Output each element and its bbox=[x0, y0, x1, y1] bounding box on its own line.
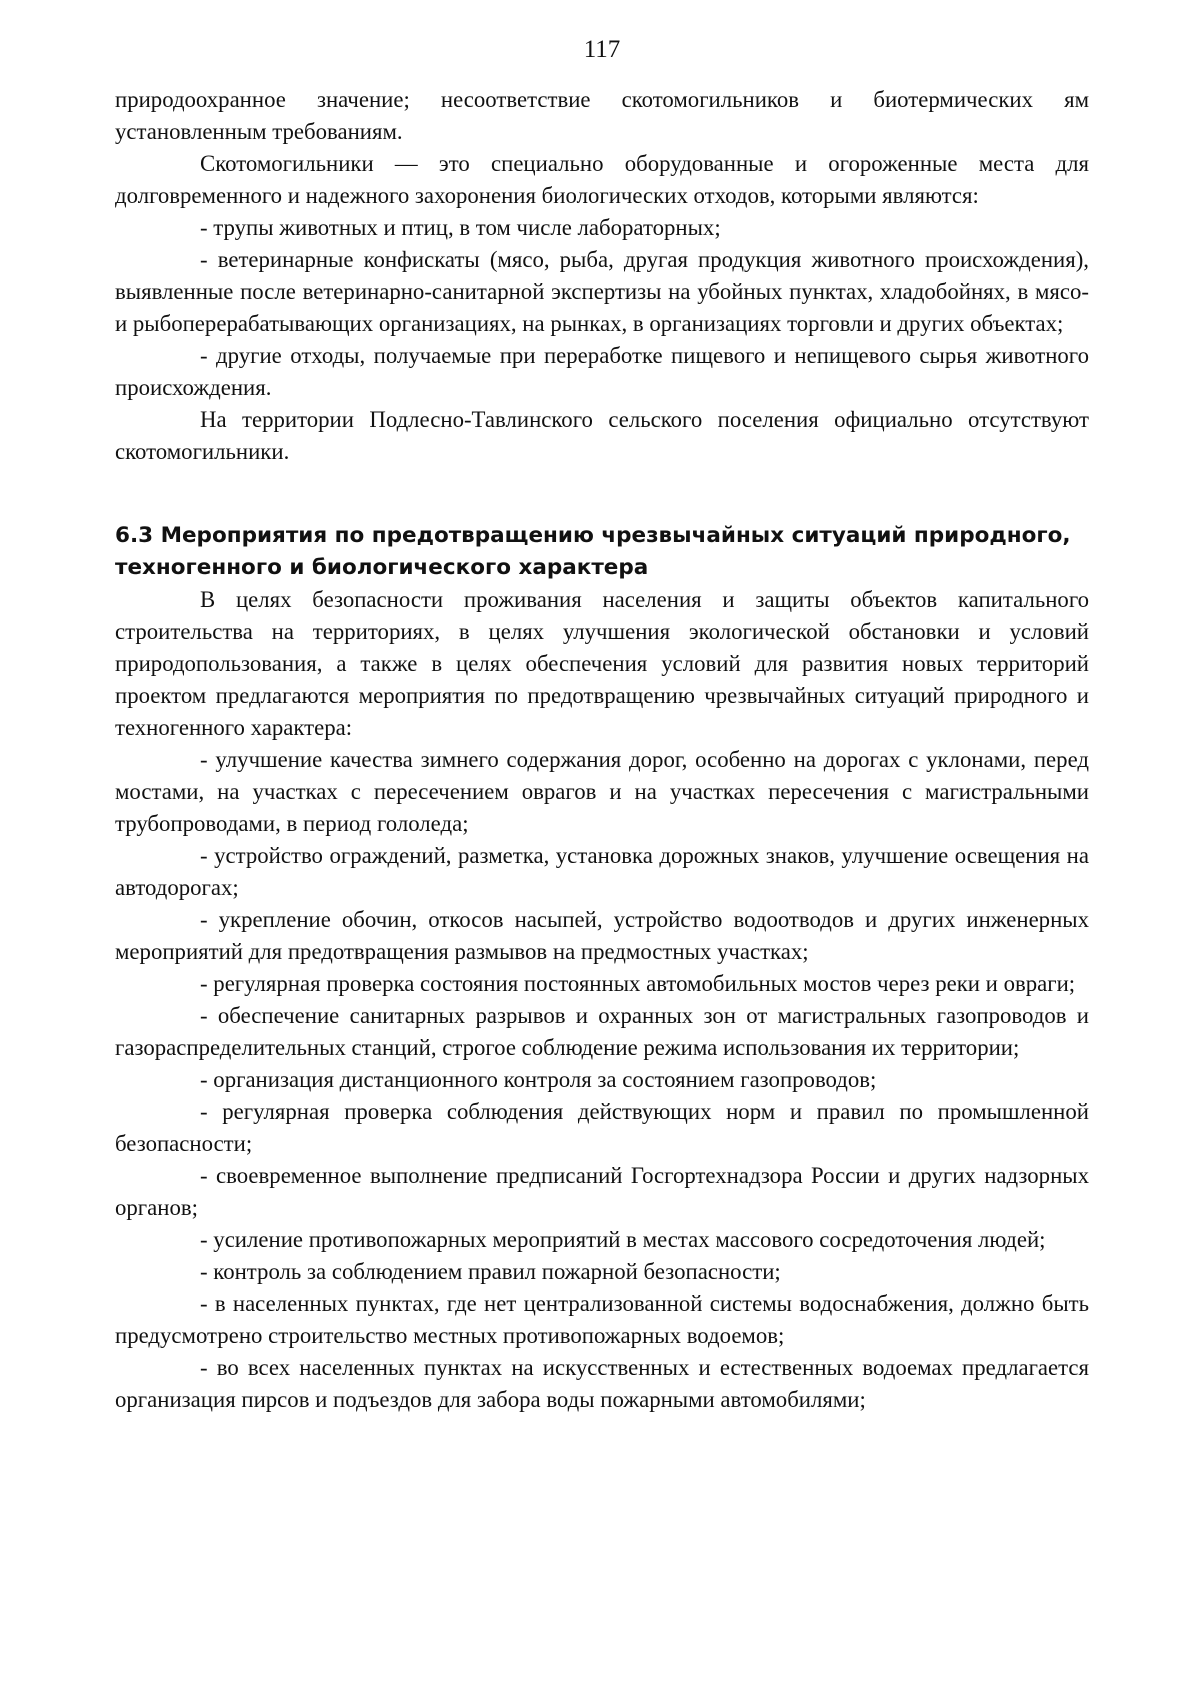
list-item: - устройство ограждений, разметка, установка дорожных знаков, улучшение освещения на автодорогах; bbox=[115, 843, 1089, 900]
list-item: - регулярная проверка состояния постоянных автомобильных мостов через реки и овраги; bbox=[200, 971, 1076, 996]
paragraph-continuation: природоохранное значение; несоответствие скотомогильников и биотермических ям установленным требованиям. bbox=[115, 87, 1089, 144]
list-item: - улучшение качества зимнего содержания дорог, особенно на дорогах с уклонами, перед мостами, на участках с пересечением оврагов и на участках пересечения с магистральными трубопроводами, в период гололеда; bbox=[115, 747, 1089, 836]
list-item: - контроль за соблюдением правил пожарной безопасности; bbox=[200, 1259, 781, 1284]
list-item: - в населенных пунктах, где нет централизованной системы водоснабжения, должно быть предусмотрено строительство местных противопожарных водоемов; bbox=[115, 1291, 1089, 1348]
list-item: - ветеринарные конфискаты (мясо, рыба, другая продукция животного происхождения), выявленные после ветеринарно-санитарной экспертизы на убойных пунктах, хладобойнях, в мясо- и рыбоперерабатывающих организациях, на рынках, в организациях торговли и других объектах; bbox=[115, 247, 1089, 336]
page-number: 117 bbox=[583, 36, 621, 63]
list-item: - организация дистанционного контроля за состоянием газопроводов; bbox=[200, 1067, 877, 1092]
document-page bbox=[115, 30, 1089, 1416]
list-item: - регулярная проверка соблюдения действующих норм и правил по промышленной безопасности; bbox=[115, 1099, 1089, 1156]
section-6-3 bbox=[115, 520, 1089, 1416]
list-item: - своевременное выполнение предписаний Госгортехнадзора России и других надзорных органов; bbox=[115, 1163, 1089, 1220]
paragraph-statement: На территории Подлесно-Тавлинского сельского поселения официально отсутствуют скотомогильники. bbox=[115, 407, 1089, 464]
section-intro: В целях безопасности проживания населения и защиты объектов капитального строительства на территориях, в целях улучшения экологической обстановки и условий природопользования, а также в целях обеспечения условий для развития новых территорий проектом предлагаются мероприятия по предотвращению чрезвычайных ситуаций природного и техногенного характера: bbox=[115, 587, 1089, 740]
list-item: - обеспечение санитарных разрывов и охранных зон от магистральных газопроводов и газораспределительных станций, строгое соблюдение режима использования их территории; bbox=[115, 1003, 1089, 1060]
paragraph-definition: Скотомогильники — это специально оборудованные и огороженные места для долговременного и надежного захоронения биологических отходов, которыми являются: bbox=[115, 151, 1089, 208]
intro-block bbox=[115, 84, 1089, 468]
list-item: - другие отходы, получаемые при переработке пищевого и непищевого сырья животного происхождения. bbox=[115, 343, 1089, 400]
list-item: - усиление противопожарных мероприятий в местах массового сосредоточения людей; bbox=[200, 1227, 1046, 1252]
list-item: - укрепление обочин, откосов насыпей, устройство водоотводов и других инженерных мероприятий для предотвращения размывов на предмостных участках; bbox=[115, 907, 1089, 964]
list-item: - во всех населенных пунктах на искусственных и естественных водоемах предлагается организация пирсов и подъездов для забора воды пожарными автомобилями; bbox=[115, 1355, 1089, 1412]
section-heading: 6.3 Мероприятия по предотвращению чрезвычайных ситуаций природного, техногенного и биологического характера bbox=[115, 523, 1071, 580]
list-item: - трупы животных и птиц, в том числе лабораторных; bbox=[200, 215, 721, 240]
